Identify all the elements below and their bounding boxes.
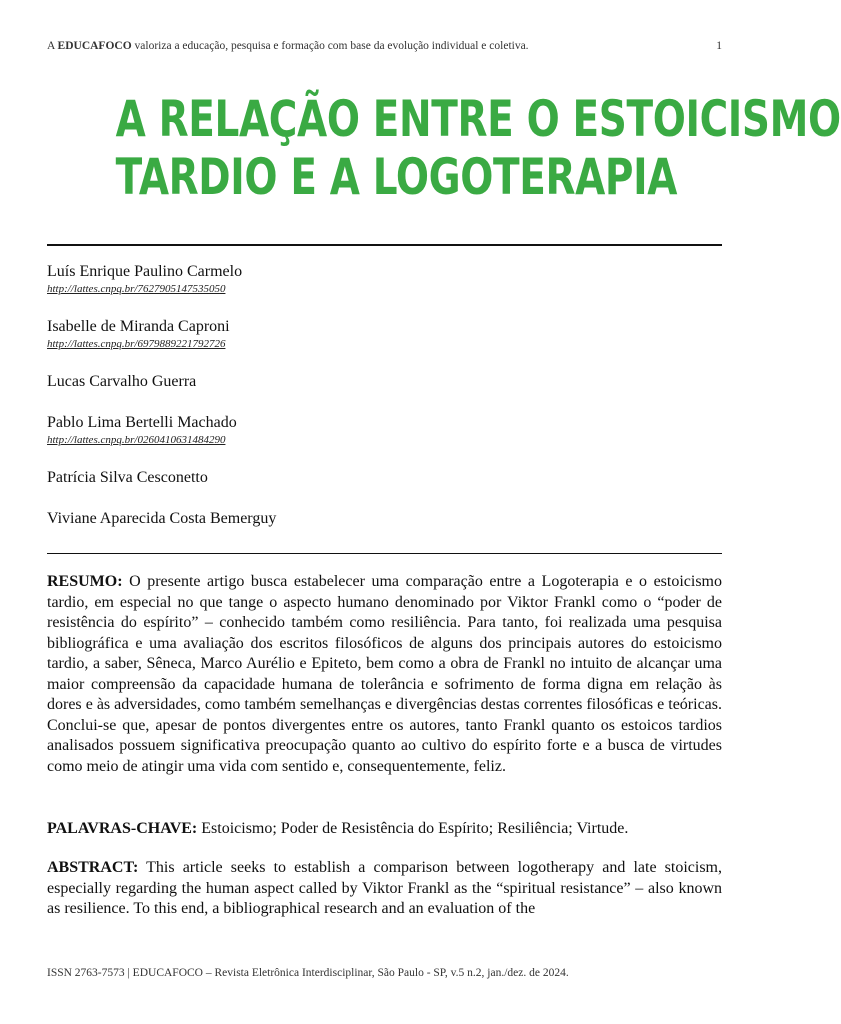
keywords-label: PALAVRAS-CHAVE:	[47, 820, 198, 837]
abstract-text: This article seeks to establish a comparison between logotherapy and late stoicism, especially regarding the human aspect called by Viktor Frankl as the “spiritual resistance” – also known as resilience. To this end, a bibliographical research and an evaluation of the	[47, 859, 723, 917]
page-footer: ISSN 2763-7573 | EDUCAFOCO – Revista Eletrônica Interdisciplinar, São Paulo - SP, v.5 n.2, jan./dez. de 2024.	[47, 967, 569, 979]
running-header	[47, 40, 722, 52]
author-name: Isabelle de Miranda Caproni	[47, 318, 230, 335]
header-tagline: valoriza a educação, pesquisa e formação com base da evolução individual e coletiva.	[134, 40, 529, 52]
title-line-2: TARDIO E A LOGOTERAPIA	[115, 148, 677, 206]
author-lattes-link[interactable]: http://lattes.cnpq.br/7627905147535050	[47, 283, 226, 295]
resumo-paragraph	[47, 572, 722, 777]
author-name: Viviane Aparecida Costa Bemerguy	[47, 510, 277, 527]
abstract-label: ABSTRACT:	[47, 859, 139, 876]
title-divider	[47, 244, 722, 246]
article-title	[115, 90, 841, 206]
resumo-text: O presente artigo busca estabelecer uma comparação entre a Logoterapia e o estoicismo tardio, em especial no que tange o aspecto humano denominado por Viktor Frankl como o “poder de resistência do espírito” – conhecido também como resiliência. Para tanto, foi realizada uma pesquisa bibliográfica e uma avaliação dos escritos filosóficos de alguns dos principais autores do estoicismo tardio, a saber, Sêneca, Marco Aurélio e Epiteto, bem como a obra de Frankl no intuito de alcançar uma maior compreensão da capacidade humana de tolerância e sofrimento de forma digna em relação às dores e às adversidades, como também semelhanças e divergências destas correntes filosóficas e teóricas. Conclui-se que, apesar de pontos divergentes entre os autores, tanto Frankl quanto os estoicos tardios analisados possuem significativa preocupação quanto ao cultivo do espírito forte e a busca de virtudes como meio de atingir uma vida com sentido e, consequentemente, feliz.	[47, 573, 723, 775]
page-number: 1	[716, 40, 722, 52]
header-brand: EDUCAFOCO	[57, 40, 132, 52]
author-lattes-link[interactable]: http://lattes.cnpq.br/6979889221792726	[47, 338, 226, 350]
author-name: Pablo Lima Bertelli Machado	[47, 414, 237, 431]
resumo-label: RESUMO:	[47, 573, 123, 590]
author-name: Patrícia Silva Cesconetto	[47, 469, 208, 486]
author-lattes-link[interactable]: http://lattes.cnpq.br/0260410631484290	[47, 434, 226, 446]
abstract-paragraph	[47, 858, 722, 920]
header-prefix: A	[47, 40, 55, 52]
author-name: Luís Enrique Paulino Carmelo	[47, 263, 243, 280]
authors-divider	[47, 553, 722, 554]
author-name: Lucas Carvalho Guerra	[47, 373, 197, 390]
keywords-text: Estoicismo; Poder de Resistência do Espírito; Resiliência; Virtude.	[201, 820, 629, 837]
title-line-1: A RELAÇÃO ENTRE O ESTOICISMO	[115, 90, 841, 148]
keywords-paragraph	[47, 819, 722, 840]
